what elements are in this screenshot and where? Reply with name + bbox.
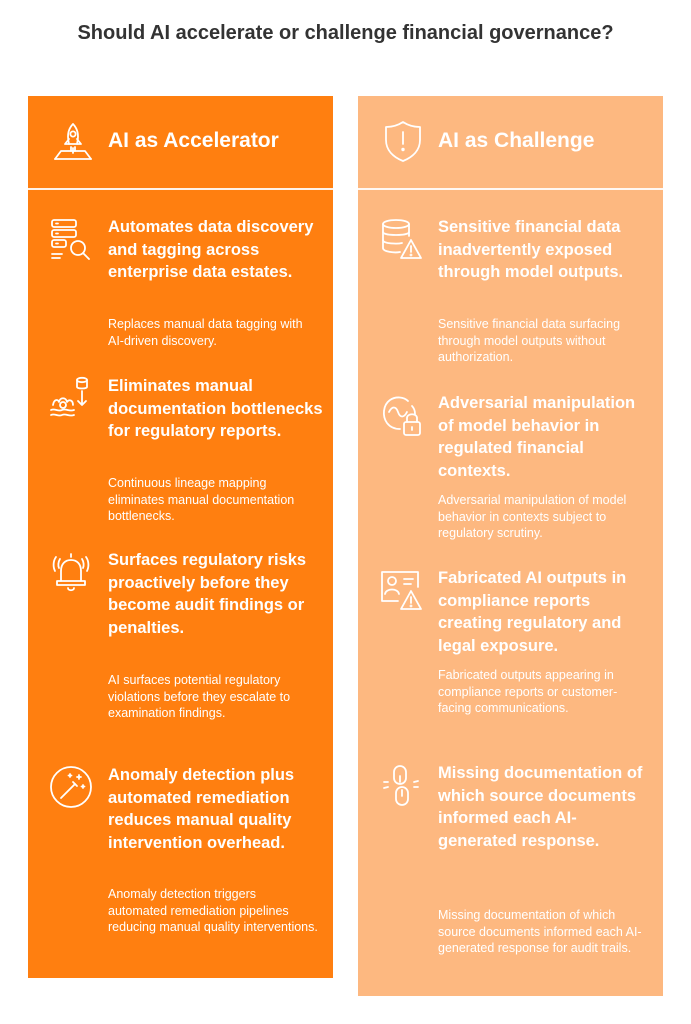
accelerator-item-desc: Anomaly detection triggers automated remediation pipelines reducing manual quality interventions. — [108, 887, 318, 934]
challenge-column — [358, 96, 663, 996]
accelerator-column — [28, 96, 333, 978]
challenge-item-title: Missing documentation of which source documents informed each AI-generated response. — [438, 764, 643, 850]
magic-wand-icon — [48, 764, 94, 810]
accelerator-item-title: Eliminates manual documentation bottlenecks for regulatory reports. — [108, 377, 323, 440]
data-search-icon — [48, 216, 94, 262]
challenge-header — [358, 96, 663, 190]
accelerator-item-title: Automates data discovery and tagging across enterprise data estates. — [108, 218, 314, 281]
challenge-item-title: Adversarial manipulation of model behavior in regulated financial contexts. — [438, 394, 636, 480]
alarm-bell-icon — [48, 549, 94, 595]
challenge-item-title: Fabricated AI outputs in compliance reports creating regulatory and legal exposure. — [438, 569, 627, 655]
shield-alert-icon — [380, 118, 426, 164]
challenge-item-desc: Sensitive financial data surfacing through model outputs without authorization. — [438, 317, 621, 364]
document-warning-icon — [378, 567, 424, 613]
database-flow-icon — [48, 375, 94, 421]
challenge-item-title: Sensitive financial data inadvertently exposed through model outputs. — [438, 218, 624, 281]
database-warning-icon — [378, 216, 424, 262]
page-title: Should AI accelerate or challenge financial governance? — [77, 22, 614, 44]
broken-chain-icon — [378, 762, 424, 808]
challenge-item-desc: Missing documentation of which source documents informed each AI-generated response for audit trails. — [438, 908, 642, 955]
challenge-item-desc: Adversarial manipulation of model behavior in contexts subject to regulatory scrutiny. — [438, 493, 627, 540]
rocket-icon — [50, 118, 96, 164]
challenge-heading: AI as Challenge — [438, 129, 595, 152]
accelerator-header — [28, 96, 333, 190]
accelerator-item-desc: Continuous lineage mapping eliminates manual documentation bottlenecks. — [108, 476, 295, 523]
challenge-item-desc: Fabricated outputs appearing in compliance reports or customer-facing communications. — [438, 668, 618, 715]
accelerator-heading: AI as Accelerator — [108, 129, 279, 152]
model-lock-icon — [378, 392, 424, 438]
accelerator-item-title: Surfaces regulatory risks proactively before they become audit findings or penalties. — [108, 551, 307, 637]
accelerator-item-desc: AI surfaces potential regulatory violations before they escalate to examination findings. — [108, 673, 291, 720]
accelerator-item-desc: Replaces manual data tagging with AI-driven discovery. — [108, 317, 303, 348]
accelerator-item-title: Anomaly detection plus automated remediation reduces manual quality intervention overhead. — [108, 766, 295, 852]
